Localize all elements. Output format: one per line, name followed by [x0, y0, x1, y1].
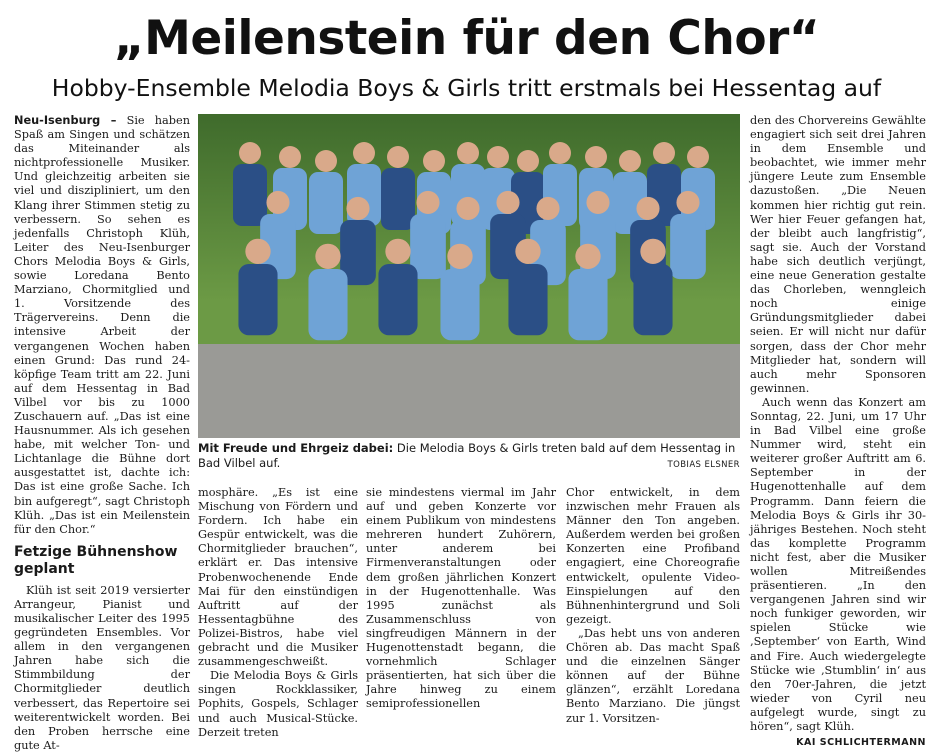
person-head [457, 142, 479, 164]
person-head [536, 197, 559, 220]
photo-credit: TOBIAS ELSNER [667, 460, 740, 470]
dateline: Neu-Isenburg – [14, 114, 117, 127]
person-head [487, 146, 509, 168]
headline: „Meilenstein für den Chor“ [113, 11, 820, 66]
column-3 [366, 486, 556, 716]
person-head [423, 150, 445, 172]
subheadline: Hobby-Ensemble Melodia Boys & Girls tritt erstmals bei Hessentag auf [51, 74, 882, 102]
person-figure [308, 269, 347, 340]
subheading: Fetzige Bühnenshow geplant [14, 543, 178, 577]
person-figure [508, 264, 547, 335]
person-head [496, 191, 519, 214]
paragraph-text: Sie haben Spaß am Singen und schätzen das Miteinander als nichtprofessionelle Musiker. Und gleichzeitig arbeiten sie viel und diszipliniert, um den Klang ihrer Stimmen stetig zu verbessern. So sehen es jedenfalls Christoph Klüh, Leiter des Neu-Isenburger Chors Melodia Boys & Girls, sowie Loredana Bento Marziano, Chormitglied und 1. Vorsitzende des Trägervereins. Denn die intensive Arbeit der vergangenen Wochen haben einen Grund: Das rund 24-köpfige Team tritt am 22. Juni auf dem Hessentag in Bad Vilbel vor bis zu 1000 Zuschauern auf. „Das ist eine Hausnummer. Als ich gesehen habe, mit welcher Ton- und Lichtanlage die Bühne dort ausgestattet ist, dachte ich: Das ist eine große Sache. Ich bin aufgeregt“, sagt Christoph Klüh. „Das ist ein Meilenstein für den Chor.“ [14, 114, 190, 536]
caption-text: Die Melodia Boys & Girls treten bald auf dem Hessentag in Bad Vilbel auf. [198, 441, 736, 470]
person-head [640, 239, 665, 264]
paragraph: Chor entwickelt, in dem inzwischen mehr Frauen als Männer den Ton angeben. Außerdem werden bei großen Konzerten eine Profiband engagiert, eine Choreografie entwickelt, opulente Video-Einspielungen auf den Bühnenhintergrund und Soli gezeigt. [566, 486, 740, 626]
author-byline: KAI SCHLICHTERMANN [796, 737, 926, 749]
paragraph [14, 114, 190, 537]
person-head [353, 142, 375, 164]
paragraph: den des Chorvereins Gewählte engagiert sich seit drei Jahren in dem Ensemble und beobachtet, wie immer mehr jüngere Leute zum Ensemble dazustoßen. „Die Neuen kommen hier richtig gut rein. Wer hier Feuer gefangen hat, der bleibt auch langfristig“, sagt sie. Auch der Vorstand habe sich deutlich verjüngt, eine neue Generation gestalte das Chorleben, wenngleich noch einige Gründungsmitglieder dabei seien. Er will nicht nur dafür sorgen, dass der Chor mehr Mitglieder hat, sondern will auch mehr Sponsoren gewinnen. [750, 114, 926, 395]
person-head [549, 142, 571, 164]
person-figure [378, 264, 417, 335]
person-head [585, 146, 607, 168]
person-head [586, 191, 609, 214]
group-photo [198, 114, 740, 438]
paragraph: Klüh ist seit 2019 versierter Arrangeur, Pianist und musikalischer Leiter des 1995 gegründeten Ensembles. Vor allem in den vergangenen Jahren habe sich die Stimmbildung der Chormitglieder deutlich verbessert, das Repertoire sei weiterentwickelt worden. Bei den Proben herrsche eine gute At- [14, 583, 190, 752]
paragraph: mosphäre. „Es ist eine Mischung von Fördern und Fordern. Ich habe ein Gespür entwickelt, was die Chormitglieder brauchen“, erklärt er. Das intensive Probenwochenende Ende Mai für den einstündigen Auftritt auf der Hessentagbühne des Polizei-Bistros, habe viel gebracht und die Musiker zusammengeschweißt. [198, 486, 358, 669]
person-head [687, 146, 709, 168]
person-head [575, 244, 600, 269]
person-head [447, 244, 472, 269]
person-head [245, 239, 270, 264]
person-figure [633, 264, 672, 335]
person-head [636, 197, 659, 220]
person-head [456, 197, 479, 220]
person-head [266, 191, 289, 214]
person-figure [568, 269, 607, 340]
person-head [619, 150, 641, 172]
column-5 [750, 114, 926, 749]
person-figure [238, 264, 277, 335]
paragraph: Auch wenn das Konzert am Sonntag, 22. Juni, um 17 Uhr in Bad Vilbel eine große Nummer wird, steht ein weiterer großer Auftritt am 6. September in der Hugenottenhalle auf dem Programm. Dann feiern die Melodia Boys & Girls ihr 30-jähriges Bestehen. Noch steht das komplette Programm nicht fest, aber die Musiker wollen Mitreißendes präsentieren. „In den vergangenen Jahren sind wir noch funkiger geworden, wir spielen Stücke wie ‚September‘ von Earth, Wind and Fire. Auch wiedergelegte Stücke wie ‚Stumblin‘ in‘ aus den 70er-Jahren, die jetzt wieder von Cyril neu aufgelegt wurde, singt zu hören“, sagt Klüh. [750, 395, 926, 734]
paragraph: sie mindestens viermal im Jahr auf und geben Konzerte vor einem Publikum von mindestens mehreren hundert Zuhörern, unter anderem bei Firmenveranstaltungen oder dem großen jährlichen Konzert in der Hugenottenhalle. Was 1995 zunächst als Zusammenschluss von singfreudigen Männern in der Hugenottenstadt begann, die vornehmlich Schlager präsentierten, hat sich über die Jahre hinweg zu einem semiprofessionellen [366, 486, 556, 711]
person-head [517, 150, 539, 172]
column-4 [566, 486, 740, 725]
person-head [315, 150, 337, 172]
person-head [385, 239, 410, 264]
person-head [279, 146, 301, 168]
paragraph: „Das hebt uns von anderen Chören ab. Das macht Spaß und die einzelnen Sänger können auf der Bühne glänzen“, erzählt Loredana Bento Marziano. Die jüngst zur 1. Vorsitzen- [566, 626, 740, 725]
person-figure [309, 172, 343, 234]
person-figure [233, 164, 267, 226]
column-2 [198, 486, 358, 739]
person-head [387, 146, 409, 168]
column-1 [14, 114, 190, 752]
person-head [239, 142, 261, 164]
person-head [653, 142, 675, 164]
person-figure [670, 214, 706, 279]
paragraph: Die Melodia Boys & Girls singen Rockklassiker, Pophits, Gospels, Schlager und auch Musical-Stücke. Derzeit treten [198, 669, 358, 739]
person-figure [440, 269, 479, 340]
caption-lead: Mit Freude und Ehrgeiz dabei: [198, 441, 394, 455]
person-head [315, 244, 340, 269]
person-head [416, 191, 439, 214]
person-head [676, 191, 699, 214]
person-head [346, 197, 369, 220]
choir-photo-illustration [198, 114, 740, 438]
person-head [515, 239, 540, 264]
person-figure [381, 168, 415, 230]
